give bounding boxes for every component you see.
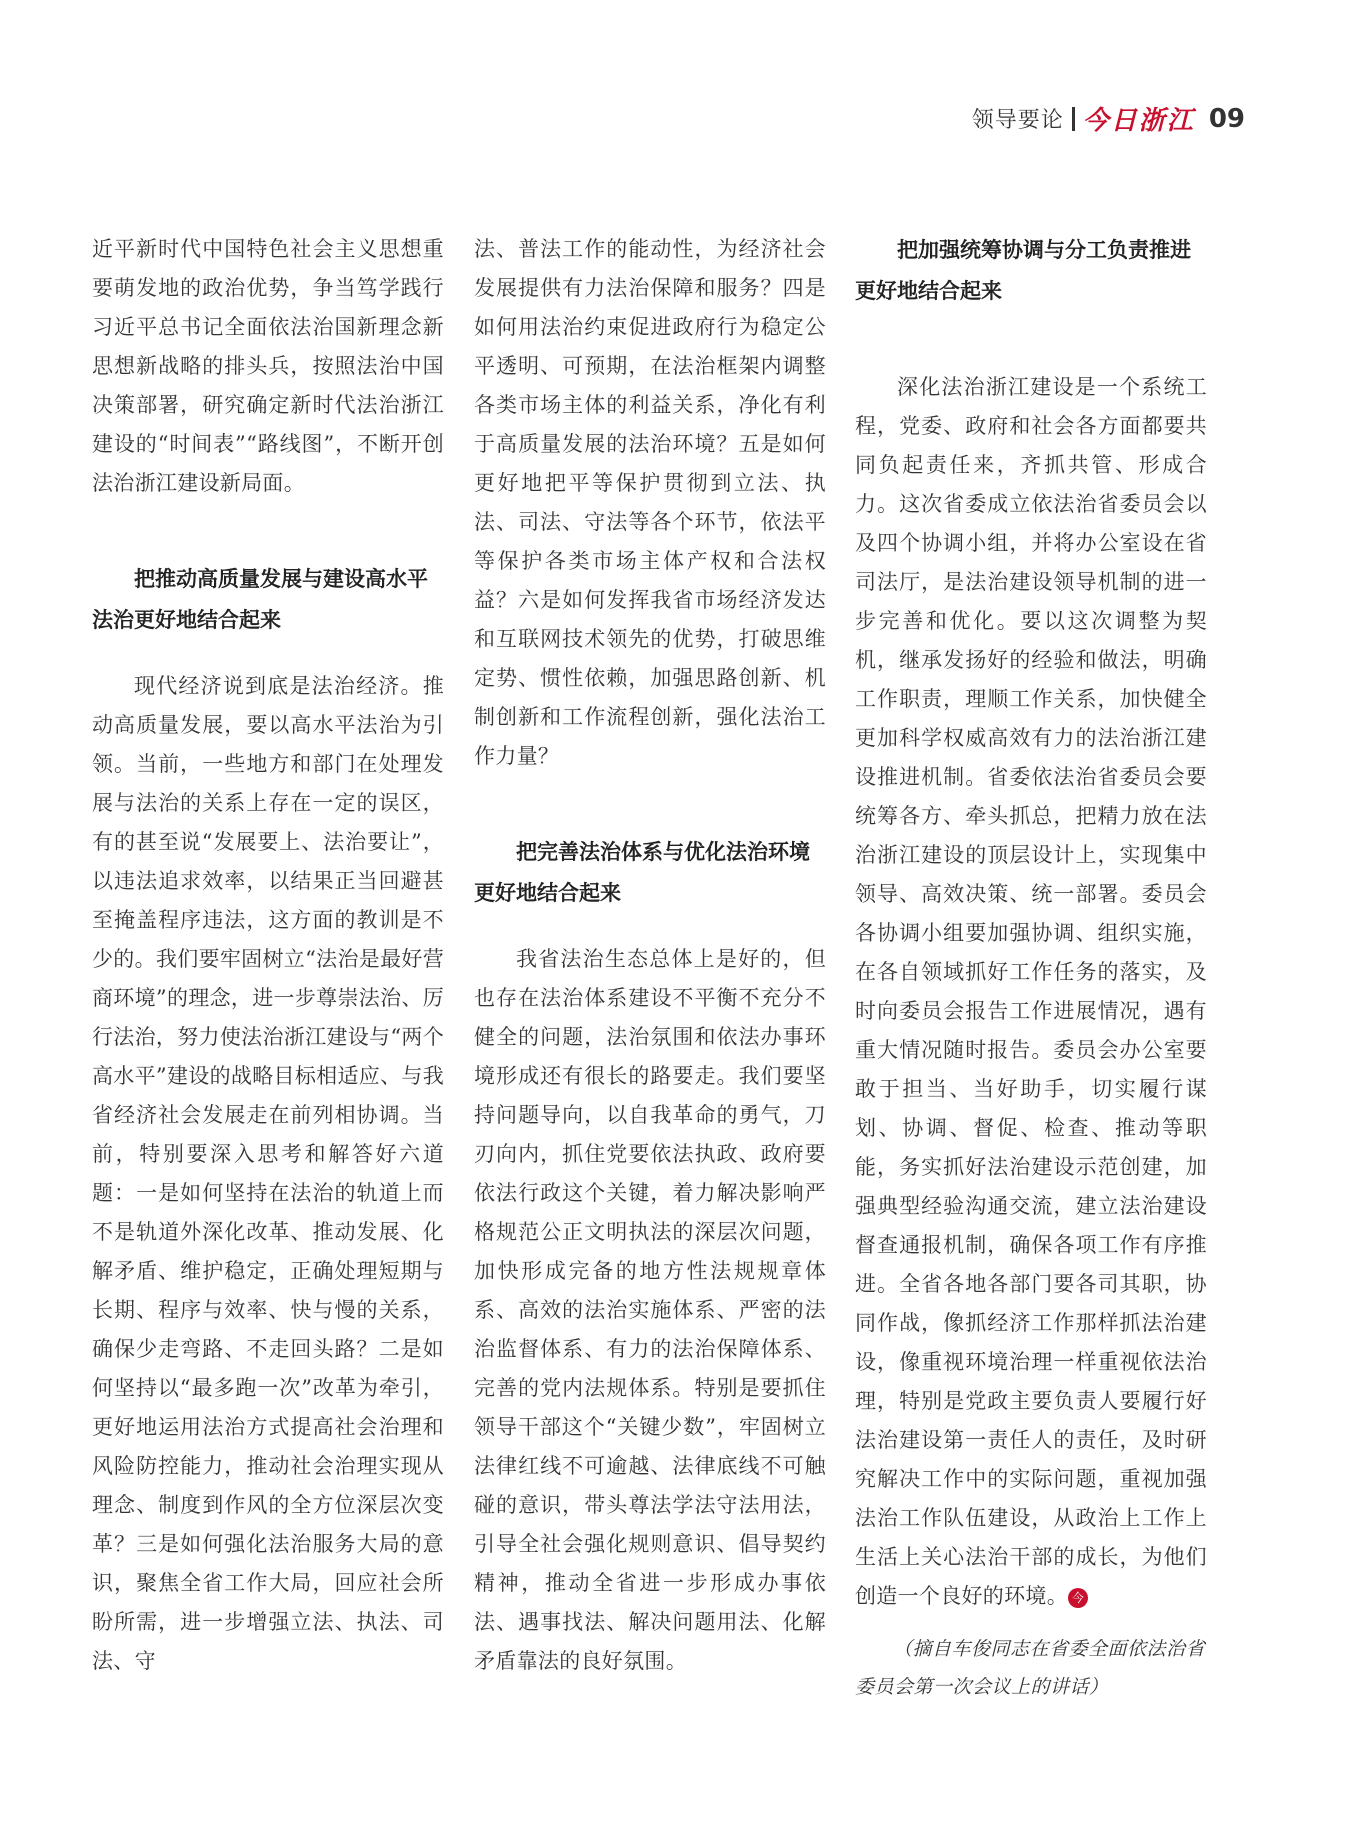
section-heading: 把完善法治体系与优化法治环境更好地结合起来 <box>474 840 810 905</box>
section-heading: 把加强统筹协调与分工负责推进更好地结合起来 <box>855 238 1191 303</box>
column-3 <box>855 230 1207 1706</box>
page-number: 09 <box>1208 103 1245 134</box>
paragraph: 近平新时代中国特色社会主义思想重要萌发地的政治优势，争当笃学践行习近平总书记全面依法治国新理念新思想新战略的排头兵，按照法治中国决策部署，研究确定新时代法治浙江建设的“时间表”“路线图”，不断开创法治浙江建设新局面。 <box>92 237 444 495</box>
magazine-logo: 今日浙江 <box>1082 106 1195 136</box>
paragraph: 现代经济说到底是法治经济。推动高质量发展，要以高水平法治为引领。当前，一些地方和部门在处理发展与法治的关系上存在一定的误区，有的甚至说“发展要上、法治要让”，以违法追求效率，以结果正当回避甚至掩盖程序违法，这方面的教训是不少的。我们要牢固树立“法治是最好营商环境”的理念，进一步尊崇法治、厉行法治，努力使法治浙江建设与“两个高水平”建设的战略目标相适应、与我省经济社会发展走在前列相协调。当前，特别要深入思考和解答好六道题：一是如何坚持在法治的轨道上而不是轨道外深化改革、推动发展、化解矛盾、维护稳定，正确处理短期与长期、程序与效率、快与慢的关系，确保少走弯路、不走回头路？二是如何坚持以“最多跑一次”改革为牵引，更好地运用法治方式提高社会治理和风险防控能力，推动社会治理实现从理念、制度到作风的全方位深层次变革？三是如何强化法治服务大局的意识，聚焦全省工作大局，回应社会所盼所需，进一步增强立法、执法、司法、守 <box>92 674 444 1673</box>
section-heading: 把推动高质量发展与建设高水平法治更好地结合起来 <box>92 567 428 632</box>
end-mark-icon: 今 <box>1068 1588 1088 1608</box>
page-header <box>972 100 1245 137</box>
column-2 <box>474 230 826 1681</box>
section-label: 领导要论 <box>971 108 1064 133</box>
paragraph: 法、普法工作的能动性，为经济社会发展提供有力法治保障和服务？四是如何用法治约束促进政府行为稳定公平透明、可预期，在法治框架内调整各类市场主体的利益关系，净化有利于高质量发展的法治环境？五是如何更好地把平等保护贯彻到立法、执法、司法、守法等各个环节，依法平等保护各类市场主体产权和合法权益？六是如何发挥我省市场经济发达和互联网技术领先的优势，打破思维定势、惯性依赖，加强思路创新、机制创新和工作流程创新，强化法治工作力量？ <box>474 237 826 768</box>
paragraph: 我省法治生态总体上是好的，但也存在法治体系建设不平衡不充分不健全的问题，法治氛围和依法办事环境形成还有很长的路要走。我们要坚持问题导向，以自我革命的勇气，刀刃向内，抓住党要依法执政、政府要依法行政这个关键，着力解决影响严格规范公正文明执法的深层次问题，加快形成完备的地方性法规规章体系、高效的法治实施体系、严密的法治监督体系、有力的法治保障体系、完善的党内法规体系。特别是要抓住领导干部这个“关键少数”，牢固树立法律红线不可逾越、法律底线不可触碰的意识，带头尊法学法守法用法，引导全社会强化规则意识、倡导契约精神，推动全省进一步形成办事依法、遇事找法、解决问题用法、化解矛盾靠法的良好氛围。 <box>474 947 826 1673</box>
header-divider <box>1072 107 1075 131</box>
source-note: （摘自车俊同志在省委全面依法治省委员会第一次会议上的讲话） <box>855 1638 1206 1698</box>
column-1 <box>92 230 444 1681</box>
paragraph-text: 深化法治浙江建设是一个系统工程，党委、政府和社会各方面都要共同负起责任来，齐抓共管、形成合力。这次省委成立依法治省委员会以及四个协调小组，并将办公室设在省司法厅，是法治建设领导机制的进一步完善和优化。要以这次调整为契机，继承发扬好的经验和做法，明确工作职责，理顺工作关系，加快健全更加科学权威高效有力的法治浙江建设推进机制。省委依法治省委员会要统筹各方、牵头抓总，把精力放在法治浙江建设的顶层设计上，实现集中领导、高效决策、统一部署。委员会各协调小组要加强协调、组织实施，在各自领域抓好工作任务的落实，及时向委员会报告工作进展情况，遇有重大情况随时报告。委员会办公室要敢于担当、当好助手，切实履行谋划、协调、督促、检查、推动等职能，务实抓好法治建设示范创建，加强典型经验沟通交流，建立法治建设督查通报机制，确保各项工作有序推进。全省各地各部门要各司其职，协同作战，像抓经济工作那样抓法治建设，像重视环境治理一样重视依法治理，特别是党政主要负责人要履行好法治建设第一责任人的责任，及时研究解决工作中的实际问题，重视加强法治工作队伍建设，从政治上工作上生活上关心法治干部的成长，为他们创造一个良好的环境。 <box>855 375 1207 1608</box>
paragraph <box>855 368 1207 1616</box>
